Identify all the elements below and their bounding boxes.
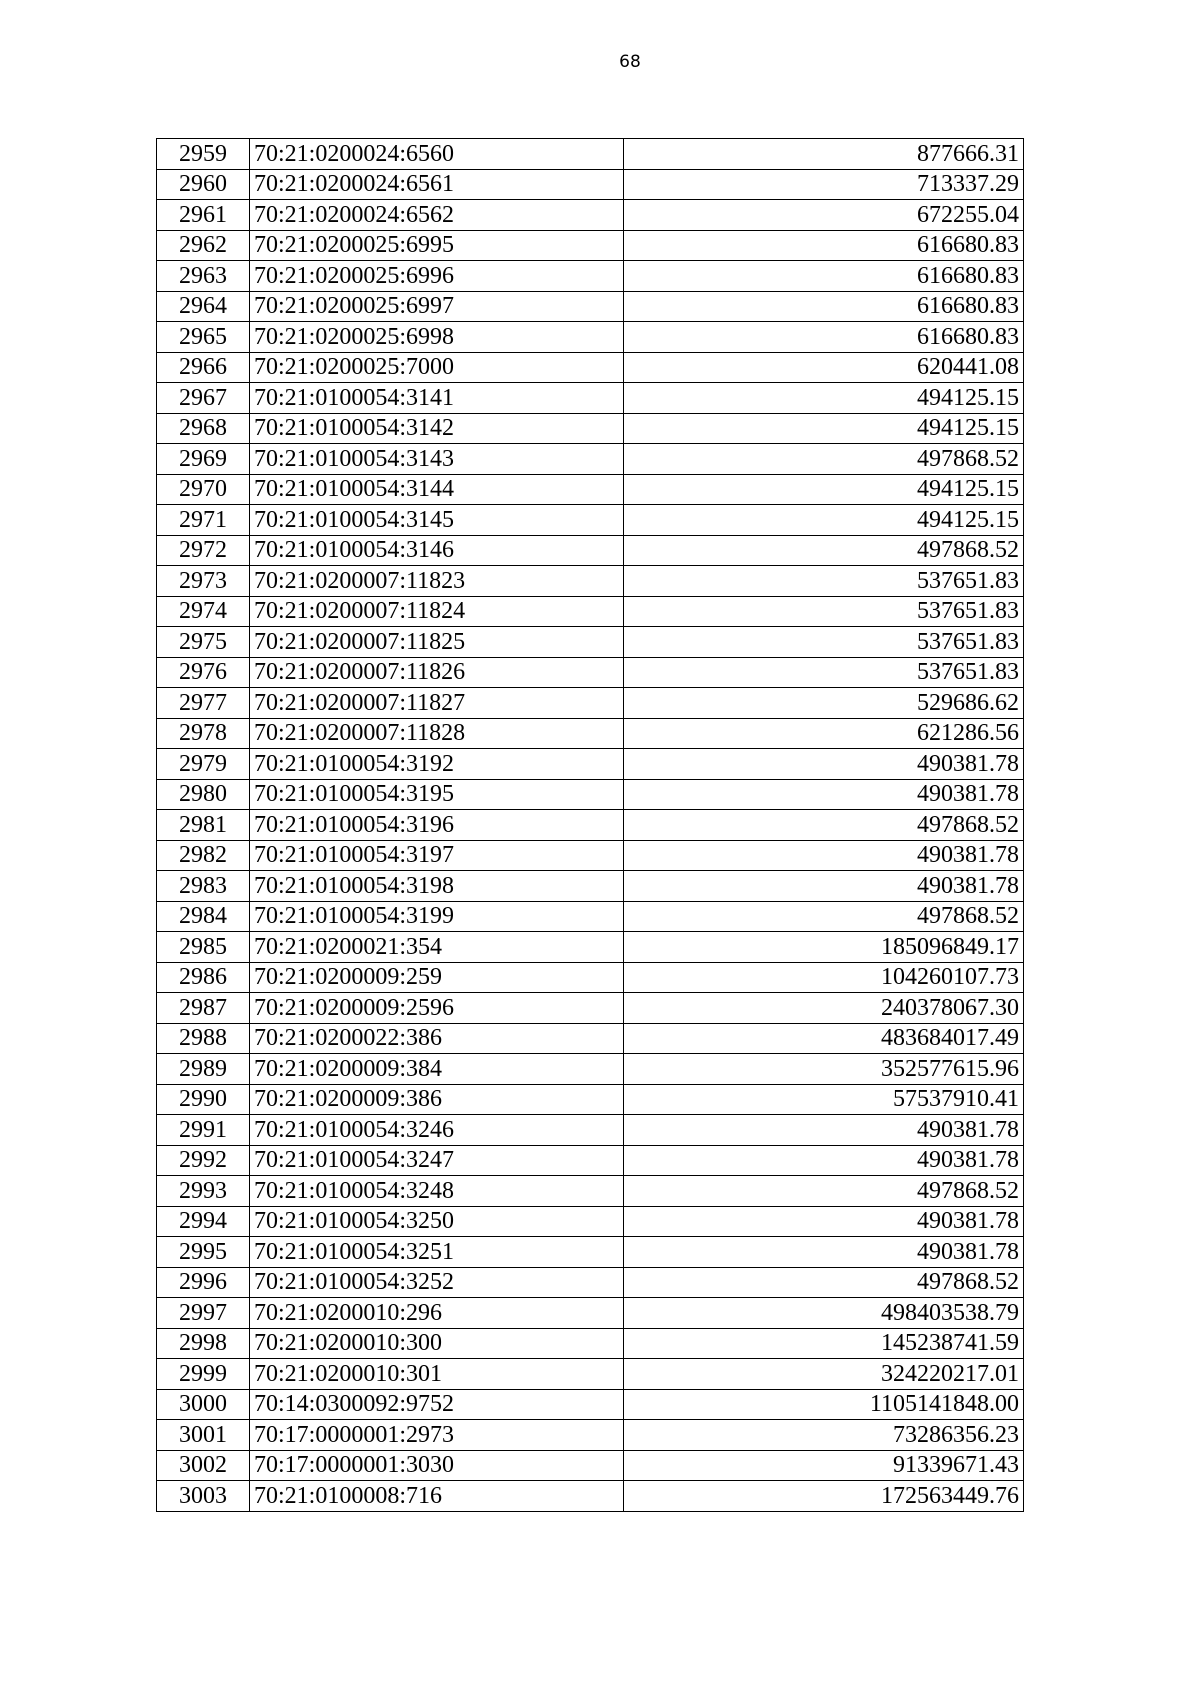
table-body — [157, 139, 1024, 1512]
cadastral-number-cell: 70:21:0100054:3248 — [250, 1176, 624, 1207]
cadastral-number-cell: 70:21:0200007:11825 — [250, 627, 624, 658]
cadastral-number-cell: 70:21:0200021:354 — [250, 932, 624, 963]
row-number-cell: 2985 — [157, 932, 250, 963]
cadastral-value-cell: 497868.52 — [624, 535, 1024, 566]
row-number-cell: 2986 — [157, 962, 250, 993]
cadastral-value-cell: 494125.15 — [624, 413, 1024, 444]
table-row — [157, 1328, 1024, 1359]
cadastral-number-cell: 70:21:0100054:3197 — [250, 840, 624, 871]
table-row — [157, 566, 1024, 597]
table-row — [157, 688, 1024, 719]
cadastral-number-cell: 70:21:0100054:3142 — [250, 413, 624, 444]
row-number-cell: 3000 — [157, 1389, 250, 1420]
cadastral-value-cell: 497868.52 — [624, 1176, 1024, 1207]
row-number-cell: 2979 — [157, 749, 250, 780]
table-row — [157, 1145, 1024, 1176]
table-row — [157, 413, 1024, 444]
table-row — [157, 1176, 1024, 1207]
row-number-cell: 2999 — [157, 1359, 250, 1390]
table-row — [157, 169, 1024, 200]
cadastral-value-cell: 497868.52 — [624, 810, 1024, 841]
cadastral-value-cell: 537651.83 — [624, 657, 1024, 688]
cadastral-number-cell: 70:21:0200007:11828 — [250, 718, 624, 749]
table-row — [157, 657, 1024, 688]
cadastral-number-cell: 70:21:0200025:6997 — [250, 291, 624, 322]
table-row — [157, 596, 1024, 627]
cadastral-number-cell: 70:21:0200009:2596 — [250, 993, 624, 1024]
cadastral-value-cell: 483684017.49 — [624, 1023, 1024, 1054]
row-number-cell: 2997 — [157, 1298, 250, 1329]
table-row — [157, 932, 1024, 963]
table-row — [157, 810, 1024, 841]
cadastral-value-cell: 104260107.73 — [624, 962, 1024, 993]
cadastral-value-cell: 352577615.96 — [624, 1054, 1024, 1085]
cadastral-number-cell: 70:21:0200009:386 — [250, 1084, 624, 1115]
row-number-cell: 2988 — [157, 1023, 250, 1054]
cadastral-number-cell: 70:21:0200025:6998 — [250, 322, 624, 353]
cadastral-value-cell: 490381.78 — [624, 1237, 1024, 1268]
cadastral-number-cell: 70:21:0200024:6561 — [250, 169, 624, 200]
cadastral-number-cell: 70:21:0100054:3144 — [250, 474, 624, 505]
table-row — [157, 383, 1024, 414]
cadastral-value-cell: 494125.15 — [624, 383, 1024, 414]
table-row — [157, 1054, 1024, 1085]
row-number-cell: 2972 — [157, 535, 250, 566]
row-number-cell: 2963 — [157, 261, 250, 292]
row-number-cell: 2984 — [157, 901, 250, 932]
cadastral-number-cell: 70:21:0100054:3195 — [250, 779, 624, 810]
row-number-cell: 2973 — [157, 566, 250, 597]
row-number-cell: 2966 — [157, 352, 250, 383]
cadastral-value-cell: 616680.83 — [624, 291, 1024, 322]
cadastral-value-cell: 490381.78 — [624, 1206, 1024, 1237]
row-number-cell: 2959 — [157, 139, 250, 170]
cadastral-value-cell: 494125.15 — [624, 474, 1024, 505]
table-row — [157, 871, 1024, 902]
cadastral-value-cell: 497868.52 — [624, 444, 1024, 475]
table-row — [157, 1023, 1024, 1054]
row-number-cell: 2960 — [157, 169, 250, 200]
cadastral-number-cell: 70:21:0100054:3247 — [250, 1145, 624, 1176]
row-number-cell: 2987 — [157, 993, 250, 1024]
table-row — [157, 139, 1024, 170]
cadastral-value-cell: 529686.62 — [624, 688, 1024, 719]
cadastral-number-cell: 70:21:0100054:3145 — [250, 505, 624, 536]
table-row — [157, 962, 1024, 993]
table-row — [157, 1267, 1024, 1298]
cadastral-value-cell: 537651.83 — [624, 566, 1024, 597]
row-number-cell: 2974 — [157, 596, 250, 627]
cadastral-number-cell: 70:21:0200009:259 — [250, 962, 624, 993]
row-number-cell: 2993 — [157, 1176, 250, 1207]
cadastral-number-cell: 70:21:0100008:716 — [250, 1481, 624, 1512]
cadastral-number-cell: 70:21:0100054:3246 — [250, 1115, 624, 1146]
table-row — [157, 535, 1024, 566]
row-number-cell: 3003 — [157, 1481, 250, 1512]
cadastral-value-cell: 877666.31 — [624, 139, 1024, 170]
row-number-cell: 2983 — [157, 871, 250, 902]
cadastral-value-cell: 494125.15 — [624, 505, 1024, 536]
cadastral-number-cell: 70:21:0200007:11824 — [250, 596, 624, 627]
table-row — [157, 352, 1024, 383]
cadastral-value-cell: 497868.52 — [624, 1267, 1024, 1298]
row-number-cell: 2961 — [157, 200, 250, 231]
cadastral-number-cell: 70:21:0100054:3146 — [250, 535, 624, 566]
cadastral-value-cell: 621286.56 — [624, 718, 1024, 749]
row-number-cell: 2969 — [157, 444, 250, 475]
row-number-cell: 2970 — [157, 474, 250, 505]
cadastral-value-table — [156, 138, 1024, 1512]
cadastral-value-cell: 57537910.41 — [624, 1084, 1024, 1115]
table-row — [157, 505, 1024, 536]
cadastral-number-cell: 70:17:0000001:3030 — [250, 1450, 624, 1481]
row-number-cell: 2990 — [157, 1084, 250, 1115]
cadastral-value-cell: 73286356.23 — [624, 1420, 1024, 1451]
row-number-cell: 2975 — [157, 627, 250, 658]
row-number-cell: 3002 — [157, 1450, 250, 1481]
table-row — [157, 1115, 1024, 1146]
cadastral-value-cell: 616680.83 — [624, 230, 1024, 261]
cadastral-number-cell: 70:21:0100054:3143 — [250, 444, 624, 475]
cadastral-number-cell: 70:17:0000001:2973 — [250, 1420, 624, 1451]
row-number-cell: 2996 — [157, 1267, 250, 1298]
cadastral-number-cell: 70:21:0200024:6560 — [250, 139, 624, 170]
table-row — [157, 1481, 1024, 1512]
row-number-cell: 2964 — [157, 291, 250, 322]
table-row — [157, 444, 1024, 475]
cadastral-value-cell: 490381.78 — [624, 779, 1024, 810]
cadastral-value-cell: 1105141848.00 — [624, 1389, 1024, 1420]
row-number-cell: 2992 — [157, 1145, 250, 1176]
cadastral-value-cell: 616680.83 — [624, 261, 1024, 292]
page-number: 68 — [619, 52, 641, 72]
table-row — [157, 1359, 1024, 1390]
table-row — [157, 840, 1024, 871]
cadastral-value-cell: 490381.78 — [624, 1145, 1024, 1176]
cadastral-number-cell: 70:21:0100054:3250 — [250, 1206, 624, 1237]
row-number-cell: 2962 — [157, 230, 250, 261]
row-number-cell: 2977 — [157, 688, 250, 719]
cadastral-value-cell: 240378067.30 — [624, 993, 1024, 1024]
cadastral-value-cell: 498403538.79 — [624, 1298, 1024, 1329]
table-row — [157, 718, 1024, 749]
row-number-cell: 2981 — [157, 810, 250, 841]
table-row — [157, 200, 1024, 231]
cadastral-value-cell: 713337.29 — [624, 169, 1024, 200]
table-row — [157, 1420, 1024, 1451]
row-number-cell: 2965 — [157, 322, 250, 353]
cadastral-number-cell: 70:21:0200010:300 — [250, 1328, 624, 1359]
row-number-cell: 2995 — [157, 1237, 250, 1268]
cadastral-number-cell: 70:21:0200010:296 — [250, 1298, 624, 1329]
cadastral-number-cell: 70:21:0200007:11827 — [250, 688, 624, 719]
cadastral-value-cell: 537651.83 — [624, 596, 1024, 627]
cadastral-number-cell: 70:21:0200025:6996 — [250, 261, 624, 292]
row-number-cell: 2971 — [157, 505, 250, 536]
table-row — [157, 779, 1024, 810]
row-number-cell: 2989 — [157, 1054, 250, 1085]
cadastral-number-cell: 70:21:0200007:11823 — [250, 566, 624, 597]
cadastral-number-cell: 70:21:0100054:3199 — [250, 901, 624, 932]
row-number-cell: 2998 — [157, 1328, 250, 1359]
cadastral-value-cell: 172563449.76 — [624, 1481, 1024, 1512]
table-row — [157, 993, 1024, 1024]
row-number-cell: 2978 — [157, 718, 250, 749]
cadastral-value-cell: 616680.83 — [624, 322, 1024, 353]
table-row — [157, 749, 1024, 780]
row-number-cell: 2994 — [157, 1206, 250, 1237]
table-row — [157, 261, 1024, 292]
cadastral-number-cell: 70:21:0200025:6995 — [250, 230, 624, 261]
table-row — [157, 1237, 1024, 1268]
table-row — [157, 291, 1024, 322]
cadastral-number-cell: 70:21:0200025:7000 — [250, 352, 624, 383]
table-row — [157, 901, 1024, 932]
cadastral-number-cell: 70:21:0200010:301 — [250, 1359, 624, 1390]
cadastral-value-cell: 490381.78 — [624, 840, 1024, 871]
cadastral-number-cell: 70:21:0200022:386 — [250, 1023, 624, 1054]
row-number-cell: 2991 — [157, 1115, 250, 1146]
cadastral-value-cell: 672255.04 — [624, 200, 1024, 231]
table-row — [157, 1389, 1024, 1420]
cadastral-value-cell: 91339671.43 — [624, 1450, 1024, 1481]
cadastral-number-cell: 70:21:0100054:3192 — [250, 749, 624, 780]
cadastral-value-cell: 490381.78 — [624, 749, 1024, 780]
cadastral-value-cell: 497868.52 — [624, 901, 1024, 932]
table-row — [157, 1298, 1024, 1329]
cadastral-value-cell: 490381.78 — [624, 871, 1024, 902]
cadastral-number-cell: 70:21:0200024:6562 — [250, 200, 624, 231]
row-number-cell: 2982 — [157, 840, 250, 871]
table-row — [157, 1084, 1024, 1115]
row-number-cell: 2976 — [157, 657, 250, 688]
cadastral-value-cell: 537651.83 — [624, 627, 1024, 658]
cadastral-value-cell: 620441.08 — [624, 352, 1024, 383]
cadastral-number-cell: 70:21:0100054:3141 — [250, 383, 624, 414]
cadastral-number-cell: 70:21:0100054:3251 — [250, 1237, 624, 1268]
table-row — [157, 1206, 1024, 1237]
table-row — [157, 627, 1024, 658]
table-row — [157, 1450, 1024, 1481]
cadastral-value-cell: 145238741.59 — [624, 1328, 1024, 1359]
cadastral-number-cell: 70:21:0200009:384 — [250, 1054, 624, 1085]
cadastral-value-cell: 324220217.01 — [624, 1359, 1024, 1390]
table-row — [157, 230, 1024, 261]
row-number-cell: 2968 — [157, 413, 250, 444]
row-number-cell: 2967 — [157, 383, 250, 414]
row-number-cell: 3001 — [157, 1420, 250, 1451]
cadastral-number-cell: 70:14:0300092:9752 — [250, 1389, 624, 1420]
cadastral-value-cell: 185096849.17 — [624, 932, 1024, 963]
cadastral-number-cell: 70:21:0100054:3196 — [250, 810, 624, 841]
cadastral-value-cell: 490381.78 — [624, 1115, 1024, 1146]
table-row — [157, 322, 1024, 353]
cadastral-number-cell: 70:21:0200007:11826 — [250, 657, 624, 688]
row-number-cell: 2980 — [157, 779, 250, 810]
cadastral-number-cell: 70:21:0100054:3198 — [250, 871, 624, 902]
cadastral-number-cell: 70:21:0100054:3252 — [250, 1267, 624, 1298]
table-row — [157, 474, 1024, 505]
